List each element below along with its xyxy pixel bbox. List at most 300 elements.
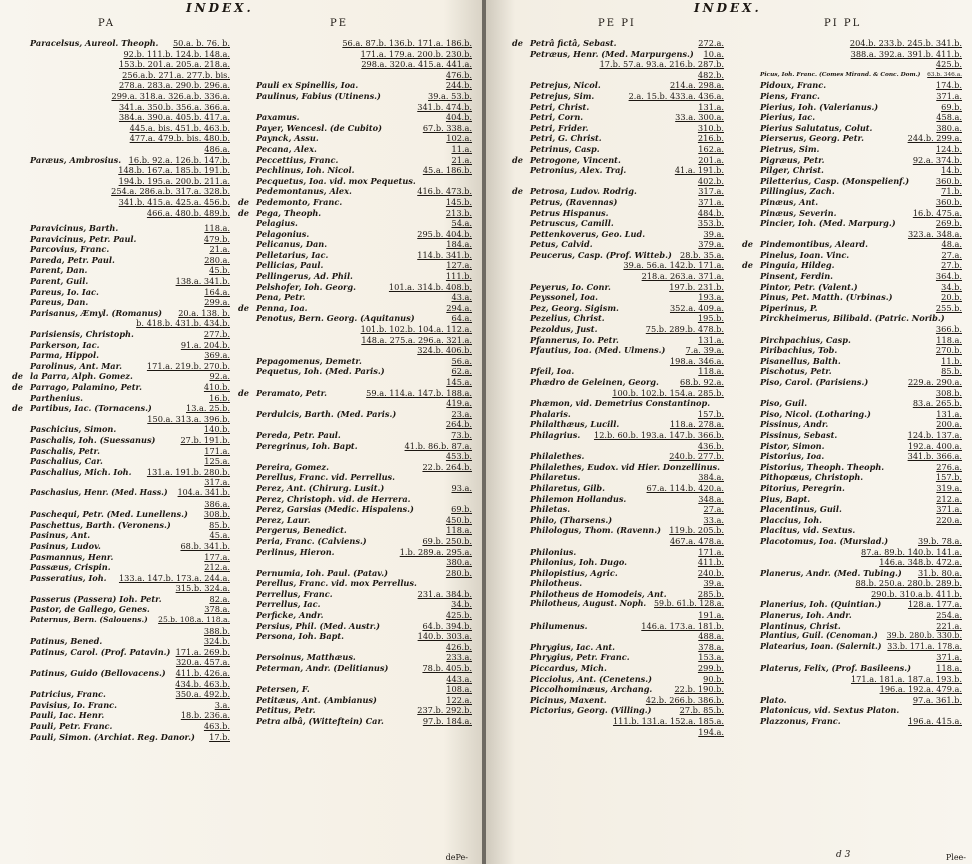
- entry-name: Paschasius, Henr. (Med. Hass.): [30, 487, 168, 497]
- index-entry: [530, 547, 724, 558]
- entry-page-refs: 157.b.: [935, 472, 962, 483]
- entry-name: Pistor, Simon.: [760, 440, 825, 451]
- entry-continuation: 317.a.: [204, 477, 230, 488]
- entry-page-refs: 45.b.: [209, 265, 230, 276]
- index-entry: [30, 647, 230, 658]
- index-entry: [30, 234, 230, 245]
- entry-name: Philaretus, Gilb.: [530, 482, 605, 493]
- index-entry: [256, 271, 472, 282]
- entry-continuation: 264.b.: [445, 419, 472, 430]
- entry-page-refs: 20.b.: [941, 292, 962, 303]
- index-entry: [256, 409, 472, 420]
- index-entry: [760, 197, 962, 208]
- entry-name: Philotheus de Homodeis, Ant.: [530, 588, 667, 599]
- index-entry: [760, 335, 962, 346]
- entry-name: Paternus, Bern. (Salouens.): [30, 615, 148, 625]
- entry-continuation: 191.a.: [698, 610, 724, 621]
- index-entry: [530, 49, 724, 60]
- entry-continuation: 366.b.: [935, 324, 962, 335]
- entry-page-refs: 124.b. 137.a.: [907, 429, 962, 440]
- index-entry: [256, 133, 472, 144]
- signature-mark: d 3: [836, 850, 851, 860]
- entry-name: Petruscus, Camill.: [530, 218, 614, 229]
- index-entry: [256, 610, 472, 621]
- entry-name: Petitæus, Ant. (Ambianus): [256, 694, 377, 705]
- index-entry: [760, 705, 962, 716]
- entry-continuation: 299.a. 318.a. 326.a.b. 336.a.: [111, 90, 230, 101]
- index-entry: [760, 716, 962, 727]
- index-entry: [238, 302, 472, 314]
- entry-continuation: 194.b. 195.a. 200.b. 211.a.: [118, 175, 230, 186]
- entry-name: Pereda, Petr. Paul.: [256, 429, 341, 440]
- entry-page-refs: 91.a. 204.b.: [180, 339, 230, 350]
- entry-name: Piccolhominæus, Archang.: [530, 684, 653, 695]
- entry-continuation: 371.a.: [936, 652, 962, 663]
- entry-page-refs: 131.a. 191.b. 280.b.: [146, 466, 230, 477]
- entry-name: Philumenus.: [530, 620, 588, 631]
- index-entry: [256, 186, 472, 197]
- index-entry: [530, 430, 724, 441]
- entry-name: Paxamus.: [256, 112, 300, 123]
- index-column-right-1: [512, 38, 724, 737]
- entry-name: Petrogone, Vincent.: [530, 154, 621, 165]
- entry-page-refs: 229.a. 290.a.: [907, 377, 962, 387]
- entry-name: Pelagius.: [256, 218, 298, 229]
- entry-page-refs: 41.b. 86.b. 87.a.: [404, 440, 472, 451]
- entry-page-refs: 16.b. 92.a. 126.b. 147.b.: [128, 154, 230, 165]
- index-entry: [530, 525, 724, 536]
- entry-name: Penotus, Bern. Georg. (Aquitanus): [256, 313, 415, 324]
- entry-name: Passeratius, Ioh.: [30, 572, 107, 583]
- entry-name: Pedemontanus, Alex.: [256, 186, 352, 197]
- index-entry: [12, 382, 230, 393]
- entry-name: Philalethes, Eudox. vid Hier. Donzellinus.: [530, 461, 720, 472]
- index-entry: [238, 196, 472, 208]
- entry-page-refs: 171.a. 219.b. 270.b.: [146, 360, 230, 371]
- entry-continuation: 467.a. 478.a.: [669, 535, 724, 546]
- entry-name: Petrus, (Ravennas): [530, 196, 618, 207]
- entry-name: Pissinus, Sebast.: [760, 429, 838, 440]
- entry-name: Pfautius, Ioa. (Med. Ulmens.): [530, 345, 666, 356]
- entry-continuation: 482.b.: [697, 69, 724, 80]
- index-entry: [256, 292, 472, 303]
- entry-name: Petra albâ, (Witteftein) Car.: [256, 716, 384, 726]
- entry-page-refs: 45.a. 186.b.: [422, 165, 472, 176]
- entry-name: Pictorius, Georg. (Villing.): [530, 705, 652, 716]
- entry-continuation: b. 418.b. 431.b. 434.b.: [136, 318, 230, 329]
- entry-prefix: de: [12, 382, 23, 392]
- index-entry: [30, 393, 230, 404]
- entry-name: Paschalius, Car.: [30, 456, 103, 467]
- index-entry: [760, 419, 962, 430]
- entry-continuation: 320.a. 457.a.: [175, 657, 230, 668]
- entry-page-refs: 33.a.: [703, 514, 724, 525]
- entry-page-refs: 380.a.: [936, 122, 962, 133]
- entry-page-refs: 69.b. 250.b.: [422, 535, 472, 546]
- entry-page-refs: 48.a.: [941, 239, 962, 250]
- index-entry: [256, 260, 472, 271]
- entry-page-refs: 1.b. 289.a. 295.a.: [399, 546, 472, 557]
- entry-name: la Parra, Alph. Gomez.: [30, 371, 133, 382]
- entry-name: Planerus, Ioh. Andr.: [760, 610, 852, 621]
- entry-continuation: 218.a. 263.a. 371.a.: [641, 271, 724, 282]
- entry-name: Pastor, de Gallego, Genes.: [30, 604, 150, 615]
- index-entry: [30, 361, 230, 372]
- index-entry: [530, 123, 724, 134]
- entry-page-refs: 75.b. 289.b. 478.b.: [645, 324, 724, 335]
- entry-page-refs: 244.b. 299.a.: [907, 133, 962, 144]
- entry-page-refs: 240.b. 277.b.: [669, 451, 724, 462]
- entry-prefix: de: [238, 207, 249, 218]
- index-entry: [256, 356, 472, 367]
- entry-name: Payer, Wencesl. (de Cubito): [256, 122, 383, 133]
- entry-name: Parkerson, Iac.: [30, 339, 100, 350]
- entry-name: Pistorius, Theoph. Theoph.: [760, 461, 885, 472]
- entry-prefix: de: [512, 154, 523, 165]
- index-entry: [256, 112, 472, 123]
- entry-name: Patinus, Carol. (Prof. Patavin.): [30, 646, 171, 657]
- entry-page-refs: 195.b.: [697, 313, 724, 324]
- index-entry: [530, 324, 724, 335]
- entry-prefix: de: [742, 260, 753, 271]
- index-entry: [760, 165, 962, 176]
- entry-name: Petrejus, Sim.: [530, 90, 595, 101]
- entry-name: Paulinus, Fabius (Utinens.): [256, 90, 381, 101]
- index-entry: [30, 562, 230, 573]
- entry-name: Pius, Bapt.: [760, 493, 811, 504]
- entry-page-refs: 124.b.: [935, 143, 962, 154]
- entry-page-refs: 68.b. 92.a.: [680, 377, 724, 387]
- entry-page-refs: 59.b. 61.b. 128.a.: [653, 599, 724, 609]
- index-column-right-2: [742, 38, 962, 727]
- index-entry: [30, 594, 230, 605]
- entry-continuation: 153.b. 201.a. 205.a. 218.a.: [118, 59, 230, 70]
- column-head-pa: PA: [98, 18, 116, 29]
- index-entry: [530, 515, 724, 526]
- index-entry: [760, 462, 962, 473]
- entry-page-refs: 131.a.: [936, 408, 962, 419]
- index-entry: [760, 356, 962, 367]
- entry-continuation: 324.b. 406.b.: [417, 345, 472, 356]
- entry-continuation: 254.a. 286.a.b. 317.a. 328.b.: [111, 186, 230, 197]
- entry-continuation: 402.b.: [697, 175, 724, 186]
- index-entry: [256, 80, 472, 91]
- entry-page-refs: 45.a.: [209, 530, 230, 541]
- entry-page-refs: 92.a. 374.b.: [912, 154, 962, 165]
- entry-page-refs: 90.b.: [703, 673, 724, 684]
- entry-continuation: 278.a. 283.a. 290.b. 296.a.: [118, 80, 230, 91]
- entry-page-refs: 255.b.: [935, 302, 962, 313]
- index-entry: [760, 472, 962, 483]
- entry-page-refs: 463.b.: [203, 721, 230, 731]
- entry-page-refs: 50.a. b. 76. b.: [172, 38, 230, 48]
- entry-page-refs: 378.a.: [698, 641, 724, 652]
- entry-name: Piso, Guil.: [760, 398, 808, 409]
- index-entry: [256, 589, 472, 600]
- entry-page-refs: 177.a.: [204, 551, 230, 562]
- entry-name: Perdulcis, Barth. (Med. Paris.): [256, 408, 397, 419]
- entry-name: Pierius, Ioh. (Valerianus.): [760, 101, 879, 112]
- entry-name: Pincier, Ioh. (Med. Marpurg.): [760, 218, 896, 229]
- entry-page-refs: 348.a.: [698, 493, 724, 504]
- index-entry: [30, 530, 230, 541]
- entry-continuation: 100.b. 102.b. 154.a. 285.b.: [612, 387, 724, 398]
- entry-page-refs: 27.b. 85.b.: [679, 705, 724, 716]
- entry-page-refs: 21.a.: [451, 154, 472, 165]
- index-entry: [30, 689, 230, 700]
- index-entry: [530, 409, 724, 420]
- index-entry: [530, 239, 724, 250]
- entry-page-refs: 212.a.: [936, 493, 962, 504]
- entry-page-refs: 28.b. 35.a.: [680, 249, 724, 260]
- entry-name: Philalethes.: [530, 451, 585, 462]
- entry-name: Pezelius, Christ.: [530, 313, 605, 324]
- index-entry: [256, 515, 472, 526]
- index-entry: [760, 631, 962, 642]
- index-entry: [760, 430, 962, 441]
- entry-page-refs: 59.a. 114.a. 147.b. 188.a.: [366, 387, 472, 398]
- entry-name: Piribachius, Tob.: [760, 345, 838, 356]
- entry-name: Parrago, Palamino, Petr.: [30, 382, 142, 392]
- entry-page-refs: 85.b.: [209, 519, 230, 530]
- entry-name: Pierius Salutatus, Colut.: [760, 122, 873, 133]
- entry-name: Pez, Georg. Sigism.: [530, 302, 619, 313]
- entry-name: Piletterius, Casp. (Monspelienf.): [760, 175, 910, 186]
- entry-page-refs: 27.b.: [941, 260, 962, 271]
- entry-name: Picus, Ioh. Franc. (Comes Mirand. & Conc. Dom.): [760, 71, 921, 78]
- entry-page-refs: 16.b.: [209, 392, 230, 403]
- index-entry: [760, 610, 962, 621]
- index-entry: [530, 483, 724, 494]
- index-entry: [760, 663, 962, 674]
- entry-continuation: 476.b.: [445, 69, 472, 80]
- index-entry: [30, 350, 230, 361]
- entry-continuation: 445.a. bis. 451.b. 463.b.: [129, 122, 230, 133]
- index-entry: [530, 313, 724, 324]
- entry-continuation: 56.a. 87.b. 136.b. 171.a. 186.b.: [342, 38, 472, 48]
- entry-continuation: 426.b.: [445, 641, 472, 652]
- index-entry: [30, 329, 230, 340]
- index-entry: [530, 218, 724, 229]
- entry-page-refs: 350.a. 492.b.: [175, 689, 230, 700]
- entry-name: Pilger, Christ.: [760, 165, 824, 176]
- index-entry: [742, 239, 962, 250]
- index-entry: [256, 621, 472, 632]
- entry-page-refs: 7.a. 39.a.: [685, 345, 724, 356]
- entry-name: Pierserus, Georg. Petr.: [760, 133, 864, 144]
- entry-name: Paravicinus, Barth.: [30, 223, 119, 234]
- index-entry: [530, 303, 724, 314]
- entry-continuation: 341.b. 415.a. 425.a. 456.b.: [118, 196, 230, 207]
- entry-page-refs: 254.a.: [936, 610, 962, 621]
- entry-page-refs: 295.b. 404.b.: [417, 228, 472, 239]
- entry-name: Pauli, Simon. (Archiat. Reg. Danor.): [30, 731, 195, 742]
- index-entry: [30, 467, 230, 478]
- entry-name: Pareus, Dan.: [30, 297, 89, 308]
- entry-page-refs: 319.a.: [936, 482, 962, 493]
- entry-continuation: 171.a. 179.a. 200.b. 230.b.: [360, 48, 472, 59]
- index-entry: [760, 70, 962, 81]
- index-entry: [530, 504, 724, 515]
- index-entry: [30, 552, 230, 563]
- index-entry: [530, 282, 724, 293]
- entry-name: Perrellus, Franc.: [256, 588, 333, 599]
- entry-page-refs: 34.b.: [451, 599, 472, 610]
- entry-name: Platonicus, vid. Sextus Platon.: [760, 705, 900, 716]
- index-entry: [760, 409, 962, 420]
- entry-name: Pitorius, Peregrin.: [760, 482, 845, 493]
- index-entry: [530, 578, 724, 589]
- entry-prefix: de: [512, 38, 523, 48]
- entry-name: Philaretus.: [530, 472, 581, 483]
- index-entry: [30, 287, 230, 298]
- index-entry: [256, 250, 472, 261]
- entry-page-refs: 122.a.: [446, 694, 472, 705]
- index-entry: [256, 599, 472, 610]
- entry-name: Paschalius, Mich. Ioh.: [30, 466, 132, 477]
- index-entry: [760, 102, 962, 113]
- entry-page-refs: 140.b.: [203, 424, 230, 435]
- entry-page-refs: 22.b. 190.b.: [674, 684, 724, 695]
- entry-page-refs: 371.a.: [936, 90, 962, 101]
- entry-page-refs: 184.a.: [446, 239, 472, 250]
- entry-name: Pasinus, Ludov.: [30, 540, 101, 551]
- index-entry: [30, 424, 230, 435]
- index-entry: [238, 387, 472, 399]
- entry-continuation: 488.a.: [698, 631, 724, 642]
- index-entry: [256, 494, 472, 505]
- entry-name: Pechlinus, Ioh. Nicol.: [256, 165, 355, 176]
- entry-name: Pinæus, Severin.: [760, 207, 837, 218]
- index-entry: [30, 244, 230, 255]
- entry-page-refs: 78.b. 405.b.: [422, 663, 472, 674]
- index-entry: [30, 668, 230, 679]
- index-entry: [760, 451, 962, 462]
- entry-name: Platerus, Felix, (Prof. Basileens.): [760, 663, 912, 674]
- index-entry: [760, 250, 962, 261]
- entry-page-refs: 450.b.: [445, 514, 472, 525]
- entry-name: Pindemontibus, Aleard.: [760, 239, 868, 250]
- entry-name: Partibus, Iac. (Tornacens.): [30, 403, 152, 414]
- entry-page-refs: 27.a.: [941, 249, 962, 260]
- entry-name: Patinus, Bened.: [30, 636, 103, 647]
- index-entry: [512, 154, 724, 166]
- entry-page-refs: 85.b.: [941, 366, 962, 377]
- column-head-pi-pl: PI PL: [824, 18, 862, 29]
- entry-page-refs: 118.a. 278.a.: [669, 419, 724, 430]
- index-entry: [256, 547, 472, 558]
- index-entry: [512, 186, 724, 197]
- index-entry: [530, 80, 724, 91]
- entry-name: Platearius, Ioan. (Salernit.): [760, 641, 882, 651]
- index-entry: [256, 663, 472, 674]
- entry-name: Parthenius.: [30, 392, 83, 403]
- entry-name: Philemon Hollandus.: [530, 493, 627, 504]
- entry-name: Pietrus, Sim.: [760, 143, 820, 154]
- entry-name: Pischotus, Petr.: [760, 366, 832, 377]
- entry-page-refs: 212.a.: [204, 562, 230, 573]
- index-entry: [256, 695, 472, 706]
- index-entry: [760, 568, 962, 579]
- entry-name: Plantinus, Christ.: [760, 620, 841, 631]
- entry-name: Pigræus, Petr.: [760, 154, 825, 165]
- entry-page-refs: 213.b.: [445, 207, 472, 218]
- entry-page-refs: 3.a.: [214, 699, 230, 710]
- entry-name: Pinelus, Ioan. Vinc.: [760, 249, 850, 260]
- entry-page-refs: 82.a.: [209, 593, 230, 604]
- entry-continuation: 87.a. 89.b. 140.b. 141.a.: [861, 546, 962, 557]
- index-entry: [256, 239, 472, 250]
- entry-name: Pfeil, Ioa.: [530, 366, 575, 377]
- entry-name: Philonius, Ioh. Dugo.: [530, 557, 628, 568]
- entry-name: Paschicius, Simon.: [30, 424, 117, 435]
- entry-name: Paravicinus, Petr. Paul.: [30, 233, 137, 244]
- entry-name: Pauli, Petr. Franc.: [30, 721, 113, 731]
- index-entry: [530, 568, 724, 579]
- entry-page-refs: 114.b. 341.b.: [417, 249, 472, 260]
- entry-page-refs: 369.a.: [204, 350, 230, 361]
- entry-page-refs: 18.b. 236.a.: [180, 710, 230, 721]
- entry-name: Pfannerus, Io. Petr.: [530, 334, 619, 345]
- entry-page-refs: 231.a. 384.b.: [417, 588, 472, 599]
- index-entry: [256, 366, 472, 377]
- entry-page-refs: 379.a.: [698, 239, 724, 250]
- entry-page-refs: 33.a. 300.a.: [675, 112, 724, 123]
- entry-name: Planerius, Ioh. (Quintian.): [760, 599, 882, 610]
- index-column-left-1: [12, 38, 230, 742]
- entry-name: Parisanus, Æmyl. (Romanus): [30, 307, 162, 318]
- entry-page-refs: 324.b.: [203, 636, 230, 647]
- entry-page-refs: 73.b.: [451, 429, 472, 440]
- entry-page-refs: 277.b.: [203, 329, 230, 340]
- entry-name: Pecana, Alex.: [256, 143, 317, 154]
- entry-page-refs: 16.b. 475.a.: [912, 207, 962, 218]
- entry-continuation: 146.a. 348.b. 472.a.: [879, 557, 962, 568]
- index-entry: [30, 435, 230, 446]
- entry-page-refs: 299.b.: [697, 663, 724, 674]
- index-entry: [30, 732, 230, 743]
- entry-name: Pettenkoverus, Geo. Lud.: [530, 228, 646, 239]
- entry-continuation: 384.a. 390.a. 405.b. 417.a.: [118, 112, 230, 123]
- entry-name: Pillingius, Zach.: [760, 186, 835, 197]
- index-entry: [760, 483, 962, 494]
- index-entry: [256, 313, 472, 324]
- index-entry: [760, 398, 962, 409]
- index-entry: [30, 38, 230, 49]
- entry-continuation: 145.a.: [446, 377, 472, 387]
- entry-continuation: 419.a.: [446, 398, 472, 409]
- entry-name: Pedemonto, Franc.: [256, 196, 343, 207]
- entry-name: Parma, Hippol.: [30, 350, 99, 361]
- index-entry: [256, 472, 472, 483]
- entry-name: Perellus, Franc. vid. mox Perrellus.: [256, 578, 417, 589]
- entry-page-refs: 146.a. 173.a. 181.b.: [641, 620, 724, 631]
- index-entry: [30, 509, 230, 520]
- entry-continuation: 196.a. 192.a. 479.a.: [879, 684, 962, 695]
- entry-page-refs: 280.a.: [204, 254, 230, 265]
- index-entry: [256, 123, 472, 134]
- entry-page-refs: 244.b.: [445, 80, 472, 91]
- entry-continuation: 323.a. 348.a.: [907, 228, 962, 239]
- entry-name: Penna, Ioa.: [256, 302, 308, 313]
- entry-name: Paschalis, Ioh. (Suessanus): [30, 434, 156, 445]
- index-entry: [530, 91, 724, 102]
- index-entry: [530, 695, 724, 706]
- entry-page-refs: 131.a.: [698, 334, 724, 345]
- entry-page-refs: 294.a.: [446, 302, 472, 313]
- entry-name: Peucerus, Casp. (Prof. Witteb.): [530, 249, 672, 260]
- entry-name: Perez, Christoph. vid. de Herrera.: [256, 493, 411, 504]
